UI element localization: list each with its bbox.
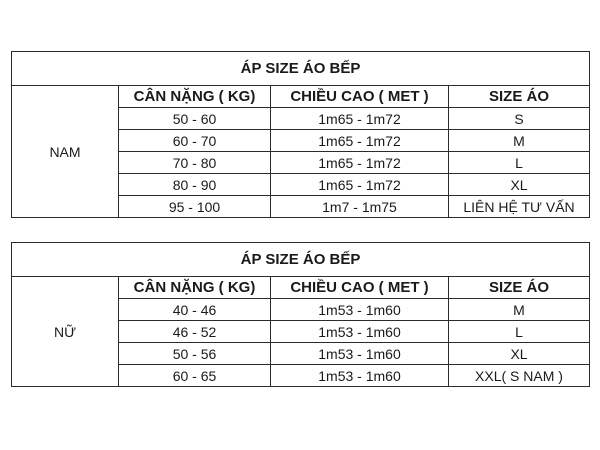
table-header-row [12, 86, 590, 108]
size-cell: XL [449, 174, 590, 196]
height-cell: 1m65 - 1m72 [271, 108, 449, 130]
height-cell: 1m7 - 1m75 [271, 196, 449, 218]
table-title: ÁP SIZE ÁO BẾP [12, 243, 590, 277]
size-header: SIZE ÁO [449, 86, 590, 108]
height-cell: 1m53 - 1m60 [271, 299, 449, 321]
weight-header: CÂN NẶNG ( KG) [119, 86, 271, 108]
size-cell: XL [449, 343, 590, 365]
weight-cell: 60 - 65 [119, 365, 271, 387]
table-header-row [12, 277, 590, 299]
height-header: CHIỀU CAO ( MET ) [271, 86, 449, 108]
height-cell: 1m65 - 1m72 [271, 152, 449, 174]
weight-cell: 40 - 46 [119, 299, 271, 321]
table-title-row [12, 243, 590, 277]
size-cell: M [449, 299, 590, 321]
height-header: CHIỀU CAO ( MET ) [271, 277, 449, 299]
size-cell: L [449, 152, 590, 174]
weight-cell: 60 - 70 [119, 130, 271, 152]
weight-cell: 95 - 100 [119, 196, 271, 218]
weight-header: CÂN NẶNG ( KG) [119, 277, 271, 299]
size-cell: M [449, 130, 590, 152]
weight-cell: 70 - 80 [119, 152, 271, 174]
height-cell: 1m65 - 1m72 [271, 174, 449, 196]
height-cell: 1m53 - 1m60 [271, 365, 449, 387]
men-size-table [11, 51, 590, 218]
height-cell: 1m53 - 1m60 [271, 343, 449, 365]
size-cell: L [449, 321, 590, 343]
size-cell: S [449, 108, 590, 130]
weight-cell: 46 - 52 [119, 321, 271, 343]
gender-label: NỮ [12, 277, 119, 387]
weight-cell: 80 - 90 [119, 174, 271, 196]
gender-label: NAM [12, 86, 119, 218]
weight-cell: 50 - 56 [119, 343, 271, 365]
table-title-row [12, 52, 590, 86]
height-cell: 1m53 - 1m60 [271, 321, 449, 343]
height-cell: 1m65 - 1m72 [271, 130, 449, 152]
weight-cell: 50 - 60 [119, 108, 271, 130]
size-header: SIZE ÁO [449, 277, 590, 299]
size-cell: XXL( S NAM ) [449, 365, 590, 387]
size-cell: LIÊN HỆ TƯ VẤN [449, 196, 590, 218]
women-size-table [11, 242, 590, 387]
table-title: ÁP SIZE ÁO BẾP [12, 52, 590, 86]
